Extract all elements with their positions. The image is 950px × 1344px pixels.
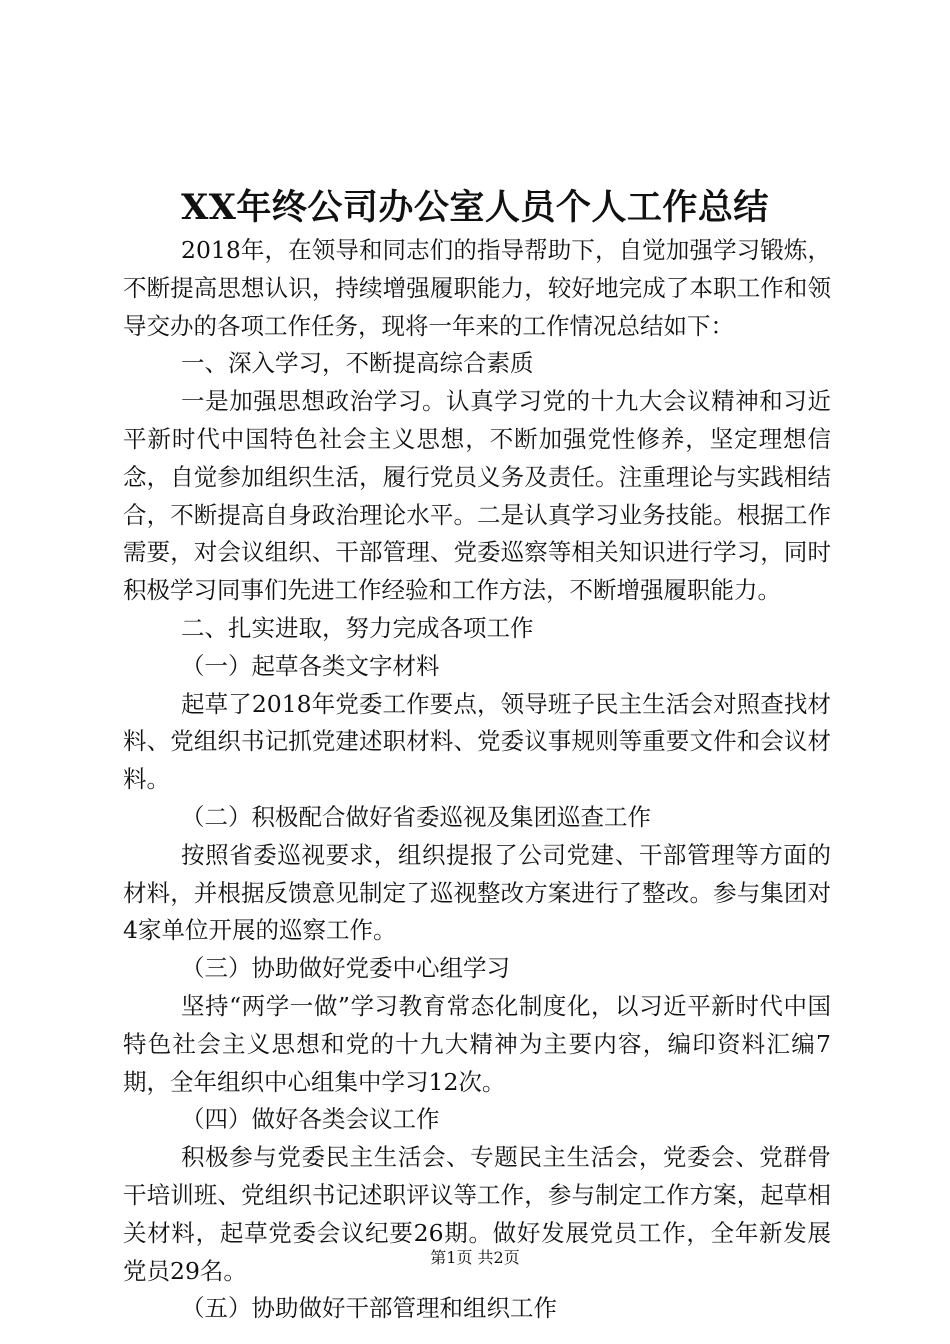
body-paragraph: 坚持“两学一做”学习教育常态化制度化，以习近平新时代中国特色社会主义思想和党的十九大精神为主要内容，编印资料汇编7期，全年组织中心组集中学习12次。 xyxy=(123,991,831,1096)
subsection-heading-2: （二）积极配合做好省委巡视及集团巡查工作 xyxy=(181,802,651,831)
body-paragraph: 起草了2018年党委工作要点，领导班子民主生活会对照查找材料、党组织书记抓党建述职材料、党委议事规则等重要文件和会议材料。 xyxy=(123,689,831,794)
body-paragraph: 按照省委巡视要求，组织提报了公司党建、干部管理等方面的材料，并根据反馈意见制定了巡视整改方案进行了整改。参与集团对4家单位开展的巡察工作。 xyxy=(123,840,831,945)
subsection-heading-3: （三）协助做好党委中心组学习 xyxy=(181,954,510,983)
subsection-heading-1: （一）起草各类文字材料 xyxy=(181,651,440,680)
body-paragraph: 一是加强思想政治学习。认真学习党的十九大会议精神和习近平新时代中国特色社会主义思想，不断加强党性修养，坚定理想信念，自觉参加组织生活，履行党员义务及责任。注重理论与实践相结合，不断提高自身政治理论水平。二是认真学习业务技能。根据工作需要，对会议组织、干部管理、党委巡察等相关知识进行学习，同时积极学习同事们先进工作经验和工作方法，不断增强履职能力。 xyxy=(123,387,831,605)
body-paragraph: 积极参与党委民主生活会、专题民主生活会，党委会、党群骨干培训班、党组织书记述职评议等工作，参与制定工作方案，起草相关材料，起草党委会议纪要26期。做好发展党员工作，全年新发展党员29名。 xyxy=(123,1143,831,1285)
page-footer: 第1页 共2页 xyxy=(430,1248,520,1267)
intro-paragraph: 2018年，在领导和同志们的指导帮助下，自觉加强学习锻炼，不断提高思想认识，持续增强履职能力，较好地完成了本职工作和领导交办的各项工作任务，现将一年来的工作情况总结如下： xyxy=(123,236,831,340)
subsection-heading-4: （四）做好各类会议工作 xyxy=(181,1105,440,1134)
section-heading-2: 二、扎实进取，努力完成各项工作 xyxy=(181,613,534,642)
document-body xyxy=(123,232,831,1328)
section-heading-1: 一、深入学习，不断提高综合素质 xyxy=(181,349,534,378)
document-title: XX年终公司办公室人员个人工作总结 xyxy=(181,187,769,228)
subsection-heading-5: （五）协助做好干部管理和组织工作 xyxy=(181,1294,557,1323)
